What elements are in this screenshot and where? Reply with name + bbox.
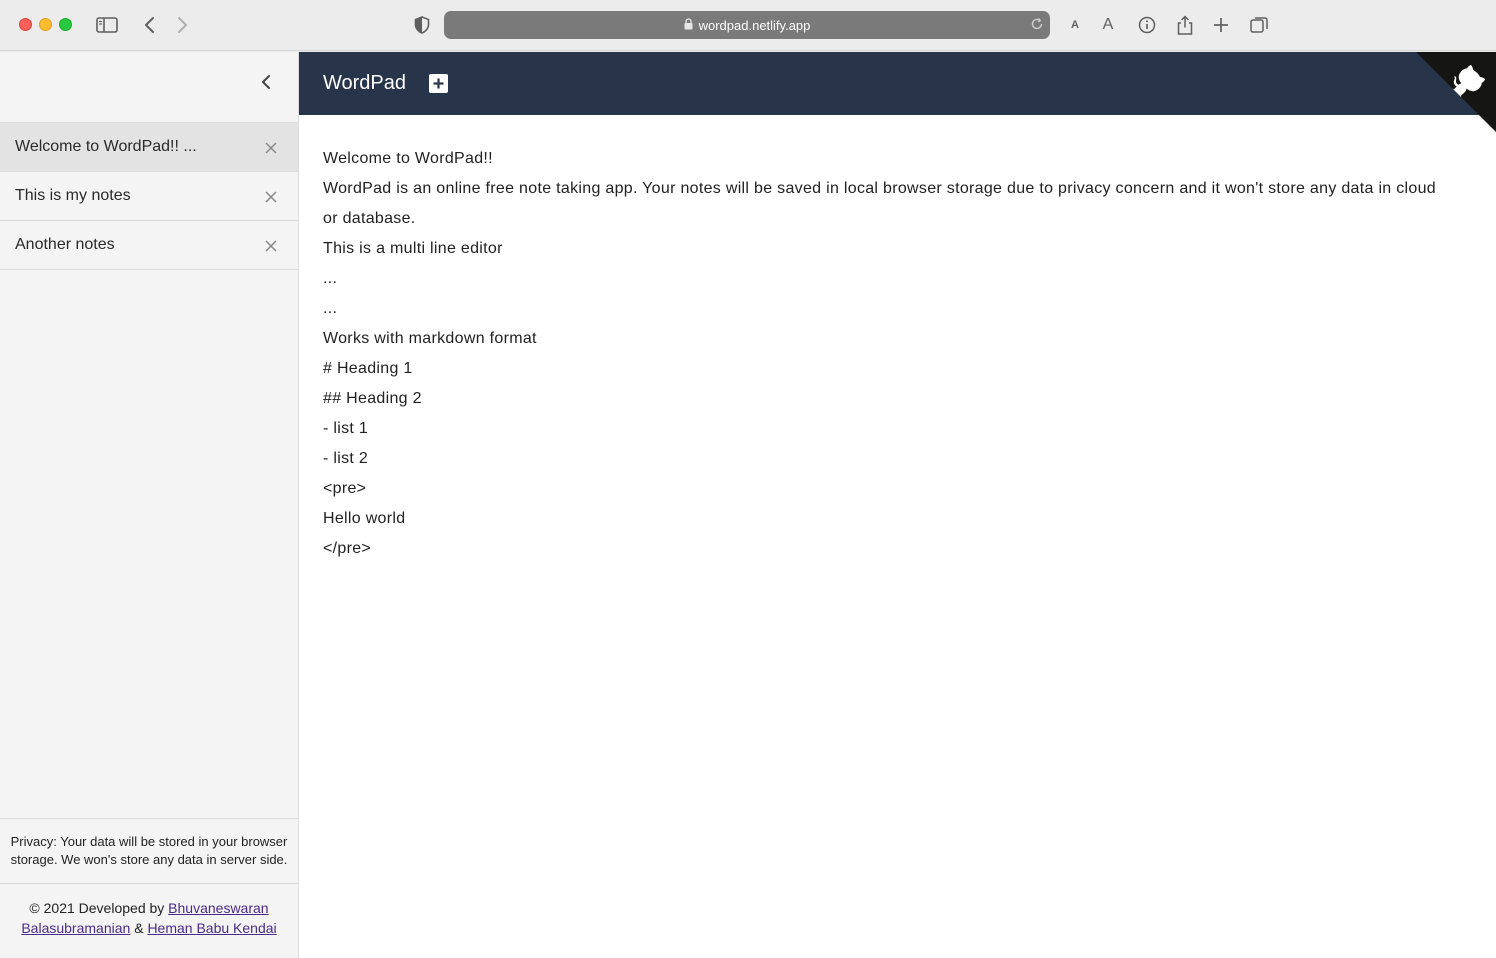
privacy-notice: Privacy: Your data will be stored in your browser storage. We won's store any data in server side. <box>0 818 298 884</box>
app-header <box>299 52 1496 115</box>
minimize-window-button[interactable] <box>39 18 52 31</box>
editor-line: </pre> <box>323 540 372 557</box>
share-icon[interactable] <box>1175 12 1195 38</box>
editor-line: Works with markdown format <box>323 330 537 347</box>
note-title: This is my notes <box>15 187 131 204</box>
editor-line: ## Heading 2 <box>323 390 422 407</box>
close-icon <box>265 191 277 203</box>
sidebar-header <box>0 52 298 123</box>
forward-icon[interactable] <box>174 12 192 38</box>
collapse-sidebar-button[interactable] <box>256 74 276 94</box>
notes-sidebar <box>0 52 299 958</box>
add-note-button[interactable] <box>429 74 448 93</box>
editor-line: # Heading 1 <box>323 360 413 377</box>
credits-separator: & <box>130 920 148 936</box>
shield-icon[interactable] <box>412 12 432 38</box>
notes-list <box>0 123 298 270</box>
author-link-1[interactable]: Bhuvaneswaran Balasubramanian <box>21 900 269 936</box>
app-title: WordPad <box>323 72 407 94</box>
close-icon <box>265 240 277 252</box>
text-smaller-icon[interactable]: A <box>1071 19 1079 31</box>
new-tab-icon[interactable] <box>1211 12 1231 38</box>
note-title: Another notes <box>15 236 115 253</box>
delete-note-button[interactable] <box>263 238 279 254</box>
back-icon[interactable] <box>140 12 158 38</box>
note-item[interactable] <box>0 172 298 221</box>
note-title: Welcome to WordPad!! ... <box>15 138 197 155</box>
main-area <box>299 52 1496 958</box>
credits <box>0 898 298 938</box>
reload-icon[interactable] <box>1030 17 1044 34</box>
delete-note-button[interactable] <box>263 189 279 205</box>
note-item[interactable] <box>0 221 298 270</box>
text-larger-icon[interactable]: A <box>1102 16 1114 33</box>
editor-line: Welcome to WordPad!! <box>323 150 493 167</box>
editor-line: ... <box>323 270 338 287</box>
editor-line: WordPad is an online free note taking app. Your notes will be saved in local browser storage due to privacy concern and it won't store any data in cloud <box>323 180 1436 197</box>
close-icon <box>265 142 277 154</box>
editor-line: or database. <box>323 210 416 227</box>
address-bar[interactable] <box>444 11 1050 39</box>
editor-line: <pre> <box>323 480 367 497</box>
editor-line: - list 1 <box>323 420 369 437</box>
zoom-window-button[interactable] <box>59 18 72 31</box>
chevron-left-icon <box>261 74 271 95</box>
tabs-overview-icon[interactable] <box>1249 12 1269 38</box>
info-icon[interactable] <box>1137 12 1157 38</box>
github-corner-icon[interactable] <box>1416 52 1496 132</box>
close-window-button[interactable] <box>19 18 32 31</box>
note-item[interactable] <box>0 123 298 172</box>
editor-line: This is a multi line editor <box>323 240 503 257</box>
note-editor[interactable] <box>323 144 1472 564</box>
delete-note-button[interactable] <box>263 140 279 156</box>
lock-icon <box>684 18 693 33</box>
credits-prefix: © 2021 Developed by <box>29 900 169 916</box>
url-text: wordpad.netlify.app <box>698 17 811 33</box>
editor-line: Hello world <box>323 510 406 527</box>
editor-line: ... <box>323 300 338 317</box>
sidebar-icon[interactable] <box>95 12 119 38</box>
browser-toolbar <box>0 0 1496 51</box>
editor-line: - list 2 <box>323 450 369 467</box>
plus-icon <box>433 78 444 89</box>
author-link-2[interactable]: Heman Babu Kendai <box>147 920 277 936</box>
